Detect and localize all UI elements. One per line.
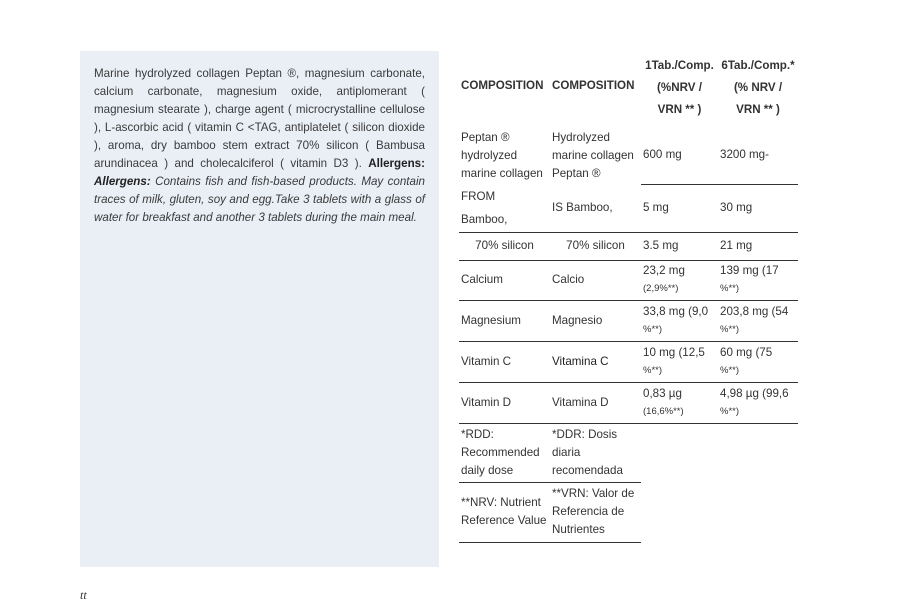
table-row [459, 423, 798, 482]
cell-vitc-es: Vitamina C [550, 341, 641, 382]
ingredients-text [94, 65, 425, 227]
allergens-text: Contains fish and fish-based products. May contain traces of milk, gluten, soy and egg.Take 3 tablets with a glass of water for breakfast and another 3 tablets during the main meal. [94, 175, 425, 224]
cell-bamboo-en: FROM Bamboo, [459, 184, 550, 232]
cell-silicon-1tab: 3.5 mg [641, 232, 718, 260]
cell-peptan-en: Peptan ® hydrolyzed marine collagen [461, 130, 543, 180]
cell-silicon-en: 70% silicon [459, 232, 550, 260]
header-1tab: 1Tab./Comp. (%NRV / VRN ** ) [645, 59, 714, 116]
cell-peptan-6tab: 3200 mg- [718, 127, 798, 184]
cell-bamboo-6tab: 30 mg [718, 184, 798, 232]
cell-nrv-en: **NRV: Nutrient Reference Value [459, 482, 550, 542]
cell-silicon-6tab: 21 mg [718, 232, 798, 260]
table-row [459, 341, 798, 382]
cell-vitc-1tab: 10 mg (12,5 %**) [641, 341, 718, 382]
cell-peptan-es: Hydrolyzed marine collagen Peptan ® [552, 130, 634, 180]
header-6tab: 6Tab./Comp.* (% NRV / VRN ** ) [721, 59, 795, 116]
cell-vitd-en: Vitamin D [459, 382, 550, 423]
header-composition-en: COMPOSITION [461, 79, 544, 92]
cell-calcium-es: Calcio [550, 260, 641, 300]
cell-magnesium-6tab: 203,8 mg (54 %**) [718, 300, 798, 341]
cell-rdd-es: *DDR: Dosis diaria recomendada [550, 423, 641, 482]
table-row [459, 127, 798, 184]
allergens-label-italic: Allergens: [94, 175, 151, 188]
cell-bamboo-es: IS Bamboo, [550, 184, 641, 232]
table-row [459, 184, 798, 232]
cell-silicon-es: 70% silicon [550, 232, 641, 260]
cell-vitc-6tab: 60 mg (75 %**) [718, 341, 798, 382]
allergens-label: Allergens: [368, 157, 425, 170]
cell-calcium-1tab: 23,2 mg (2,9%**) [641, 260, 718, 300]
table-row [459, 232, 798, 260]
table-header-row [459, 55, 798, 121]
cell-magnesium-1tab: 33,8 mg (9,0 %**) [641, 300, 718, 341]
cell-nrv-es: **VRN: Valor de Referencia de Nutrientes [550, 482, 641, 542]
cell-calcium-6tab: 139 mg (17 %**) [718, 260, 798, 300]
ingredients-list: Marine hydrolyzed collagen Peptan ®, magnesium carbonate, calcium carbonate, magnesium oxide, antiplomerant ( magnesium stearate ), charge agent ( microcrystalline cellulose ), L-ascorbic acid ( vitamin C <TAG, antiplatelet ( silicon dioxide ), aroma, dry bamboo stem extract 70% silicon ( Bambusa arundinacea ) and cholecalciferol ( vitamin D3 ). [94, 67, 425, 170]
cell-vitd-1tab: 0,83 µg (16,6%**) [641, 382, 718, 423]
cell-vitc-en: Vitamin C [459, 341, 550, 382]
table-row [459, 300, 798, 341]
cell-vitd-es: Vitamina D [550, 382, 641, 423]
footer-mark: tt [80, 588, 87, 602]
cell-vitd-6tab: 4,98 µg (99,6 %**) [718, 382, 798, 423]
composition-table [459, 55, 798, 543]
ingredients-panel [80, 51, 439, 567]
cell-magnesium-en: Magnesium [459, 300, 550, 341]
table-row [459, 482, 798, 542]
header-composition-es: COMPOSITION [552, 79, 635, 92]
table-row [459, 260, 798, 300]
cell-peptan-1tab: 600 mg [641, 127, 718, 184]
cell-magnesium-es: Magnesio [550, 300, 641, 341]
cell-bamboo-1tab: 5 mg [641, 184, 718, 232]
cell-rdd-en: *RDD: Recommended daily dose [459, 423, 550, 482]
cell-calcium-en: Calcium [459, 260, 550, 300]
table-row [459, 382, 798, 423]
